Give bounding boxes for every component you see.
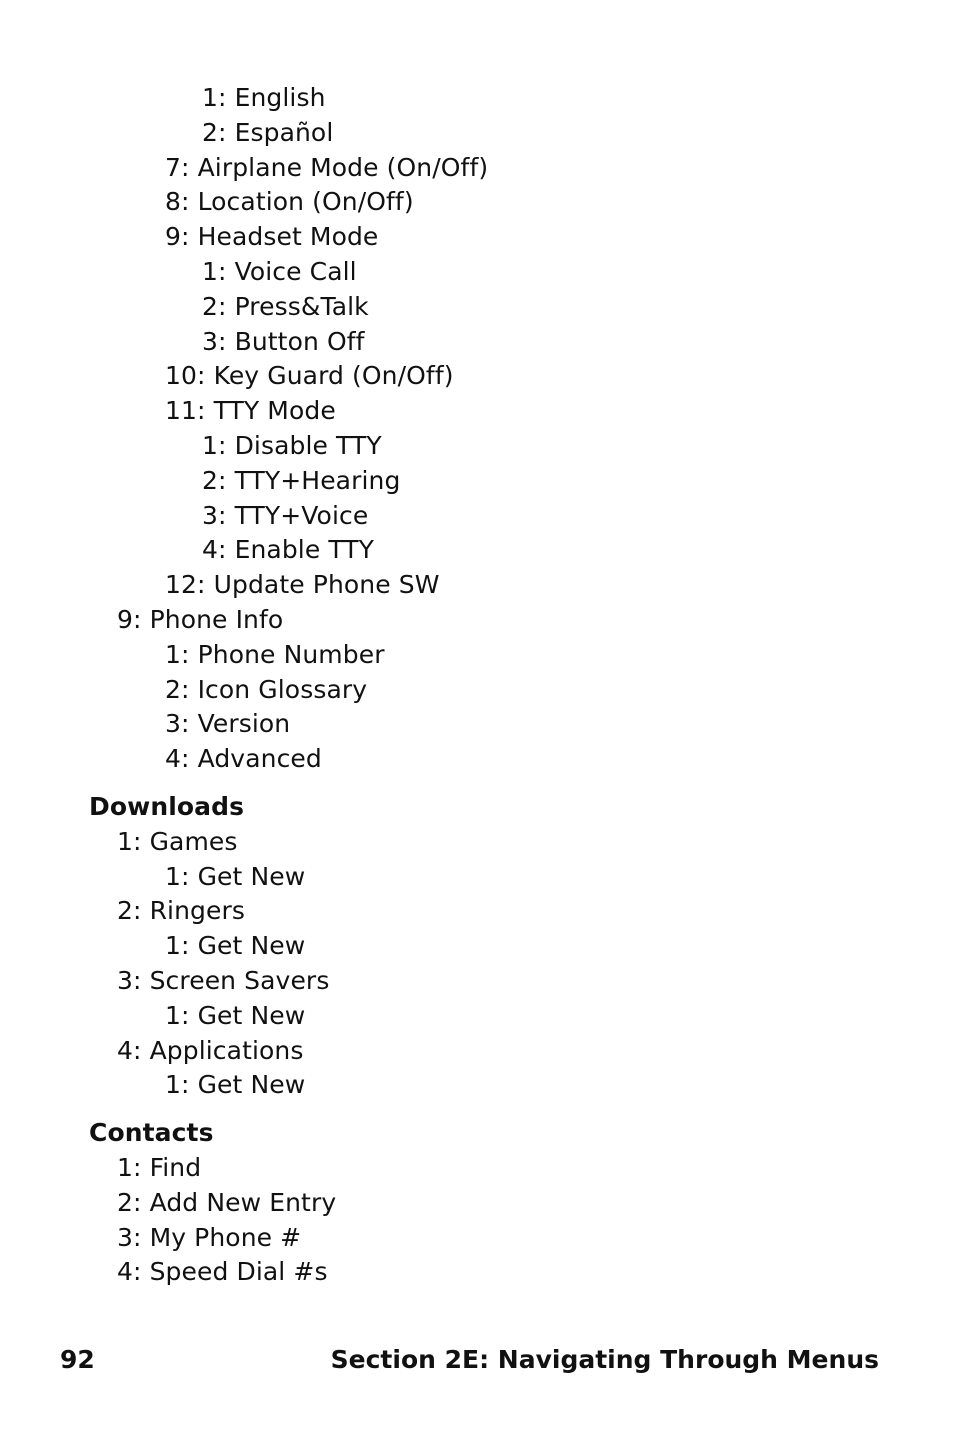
menu-item: 1: Get New bbox=[165, 1000, 306, 1030]
menu-item: 1: Disable TTY bbox=[202, 430, 382, 460]
menu-item: 3: TTY+Voice bbox=[202, 500, 369, 530]
menu-item: 1: Get New bbox=[165, 1070, 306, 1100]
menu-outline bbox=[0, 81, 954, 1290]
section-title: Section 2E: Navigating Through Menus bbox=[330, 1345, 879, 1374]
menu-item: 7: Airplane Mode (On/Off) bbox=[165, 152, 489, 182]
menu-item: 9: Headset Mode bbox=[165, 222, 379, 252]
menu-item: 1: Find bbox=[117, 1152, 202, 1182]
menu-item: 1: English bbox=[202, 83, 326, 112]
menu-item: 4: Advanced bbox=[165, 744, 322, 774]
menu-item: 2: Press&Talk bbox=[202, 291, 369, 321]
menu-item: 3: My Phone # bbox=[117, 1222, 302, 1252]
menu-item: 12: Update Phone SW bbox=[165, 570, 440, 600]
menu-item: 2: Ringers bbox=[117, 896, 245, 926]
page-footer bbox=[0, 1342, 954, 1378]
menu-item: 2: Español bbox=[202, 117, 334, 147]
menu-item: 3: Version bbox=[165, 709, 291, 739]
menu-item: 2: Icon Glossary bbox=[165, 674, 368, 704]
menu-item: 1: Get New bbox=[165, 861, 306, 891]
page-number: 92 bbox=[60, 1345, 95, 1374]
menu-item: 9: Phone Info bbox=[117, 604, 284, 634]
menu-item: 2: Add New Entry bbox=[117, 1187, 337, 1217]
menu-item: 1: Games bbox=[117, 826, 238, 856]
menu-item: 1: Phone Number bbox=[165, 639, 385, 669]
menu-item: 3: Screen Savers bbox=[117, 965, 330, 995]
menu-item: 2: TTY+Hearing bbox=[202, 465, 401, 495]
menu-item: 4: Enable TTY bbox=[202, 535, 375, 565]
menu-item: 11: TTY Mode bbox=[165, 396, 336, 426]
menu-item: 1: Get New bbox=[165, 931, 306, 961]
menu-section-heading: Downloads bbox=[89, 791, 245, 821]
menu-item: 4: Applications bbox=[117, 1035, 304, 1065]
menu-item: 1: Voice Call bbox=[202, 256, 357, 286]
menu-item: 3: Button Off bbox=[202, 326, 365, 356]
menu-item: 4: Speed Dial #s bbox=[117, 1257, 328, 1287]
menu-section-heading: Contacts bbox=[89, 1118, 214, 1148]
menu-item: 8: Location (On/Off) bbox=[165, 187, 414, 217]
menu-item: 10: Key Guard (On/Off) bbox=[165, 361, 454, 391]
